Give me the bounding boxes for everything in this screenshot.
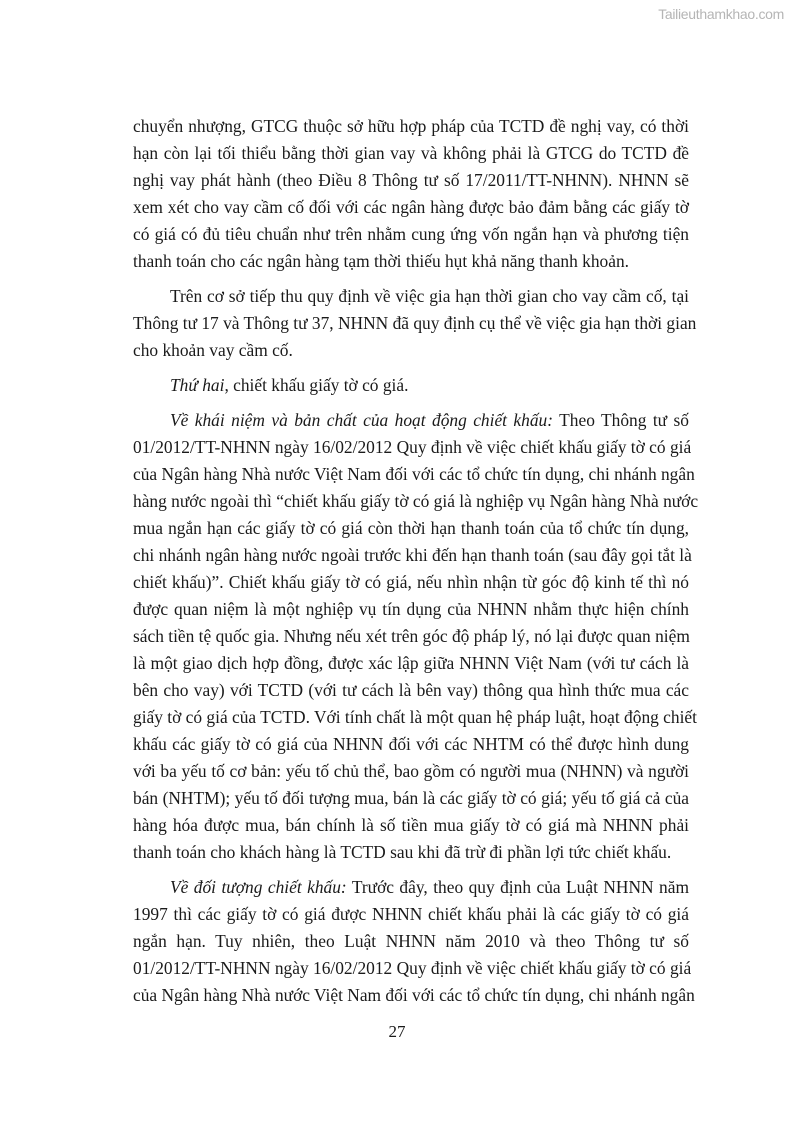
text-line: có giá có đủ tiêu chuẩn như trên nhằm cung ứng vốn ngắn hạn và phương tiện [133,224,689,244]
text-line: thanh toán cho khách hàng là TCTD sau khi đã trừ đi phần lợi tức chiết khấu. [133,842,672,862]
text-line: được quan niệm là một nghiệp vụ tín dụng của NHNN nhằm thực hiện chính [133,599,689,619]
paragraph-second-discounting [133,372,689,399]
text-line: là một giao dịch hợp đồng, được xác lập giữa NHNN Việt Nam (với tư cách là [133,653,689,673]
text-line: bán (NHTM); yếu tố đối tượng mua, bán là các giấy tờ có giá; yếu tố giá cả của [133,788,689,808]
text-line [133,407,689,434]
text-line: của Ngân hàng Nhà nước Việt Nam đối với các tổ chức tín dụng, chi nhánh ngân [133,464,695,484]
paragraph-extension-of-pledge-loans [133,283,697,364]
text-line: cho khoản vay cầm cố. [133,340,293,360]
text-line [133,372,689,399]
italic-lead: Về khái niệm và bản chất của hoạt động chiết khấu: [170,410,554,430]
text-line: sách tiền tệ quốc gia. Nhưng nếu xét trên góc độ pháp lý, nó lại được quan niệm [133,626,690,646]
text-line: chi nhánh ngân hàng nước ngoài trước khi đến hạn thanh toán (sau đây gọi tắt là [133,545,692,565]
text-line: mua ngắn hạn các giấy tờ có giá còn thời hạn thanh toán của tổ chức tín dụng, [133,518,689,538]
text-line: hàng hóa được mua, bán chính là số tiền mua giấy tờ có giá mà NHNN phải [133,815,689,835]
text-line: giấy tờ có giá của TCTD. Với tính chất là một quan hệ pháp luật, hoạt động chiết [133,707,697,727]
text-line: với ba yếu tố cơ bản: yếu tố chủ thể, bao gồm có người mua (NHNN) và người [133,761,689,781]
document-body [133,113,699,1017]
paragraph-discount-objects [133,874,695,1009]
text-run: Trước đây, theo quy định của Luật NHNN năm [346,877,689,897]
text-line: chiết khấu)”. Chiết khấu giấy tờ có giá, nếu nhìn nhận từ góc độ kinh tế thì nó [133,572,689,592]
page-number: 27 [388,1022,406,1041]
text-line: xem xét cho vay cầm cố đối với các ngân hàng được bảo đảm bằng các giấy tờ [133,197,689,217]
text-line: 01/2012/TT-NHNN ngày 16/02/2012 Quy định về việc chiết khấu giấy tờ có giá [133,958,692,978]
paragraph-discount-concept [133,407,699,866]
text-line: hàng nước ngoài thì “chiết khấu giấy tờ có giá là nghiệp vụ Ngân hàng Nhà nước [133,491,699,511]
watermark: Tailieuthamkhao.com [658,6,784,22]
text-line: hạn còn lại tối thiểu bằng thời gian vay và không phải là GTCG do TCTD đề [133,143,689,163]
paragraph-pledge-loan-conditions [133,113,689,275]
text-line: Trên cơ sở tiếp thu quy định về việc gia hạn thời gian cho vay cầm cố, tại [170,286,689,306]
text-run: Theo Thông tư số [553,410,689,430]
text-line: chuyển nhượng, GTCG thuộc sở hữu hợp pháp của TCTD đề nghị vay, có thời [133,116,689,136]
italic-lead: Thứ hai [170,375,225,395]
text-line: Thông tư 17 và Thông tư 37, NHNN đã quy định cụ thể về việc gia hạn thời gian [133,313,697,333]
text-run: , chiết khấu giấy tờ có giá. [224,375,409,395]
text-line: ngắn hạn. Tuy nhiên, theo Luật NHNN năm 2010 và theo Thông tư số [133,931,689,951]
text-line: 01/2012/TT-NHNN ngày 16/02/2012 Quy định về việc chiết khấu giấy tờ có giá [133,437,692,457]
text-line [133,874,689,901]
text-line: 1997 thì các giấy tờ có giá được NHNN chiết khấu phải là các giấy tờ có giá [133,904,689,924]
text-line: của Ngân hàng Nhà nước Việt Nam đối với các tổ chức tín dụng, chi nhánh ngân [133,985,695,1005]
text-line: bên cho vay) với TCTD (với tư cách là bên vay) thông qua hình thức mua các [133,680,689,700]
text-line: thanh toán cho các ngân hàng tạm thời thiếu hụt khả năng thanh khoản. [133,251,629,271]
italic-lead: Về đối tượng chiết khấu: [170,877,347,897]
text-line: khấu các giấy tờ có giá của NHNN đối với các NHTM có thể được hình dung [133,734,689,754]
text-line: nghị vay phát hành (theo Điều 8 Thông tư số 17/2011/TT-NHNN). NHNN sẽ [133,170,689,190]
